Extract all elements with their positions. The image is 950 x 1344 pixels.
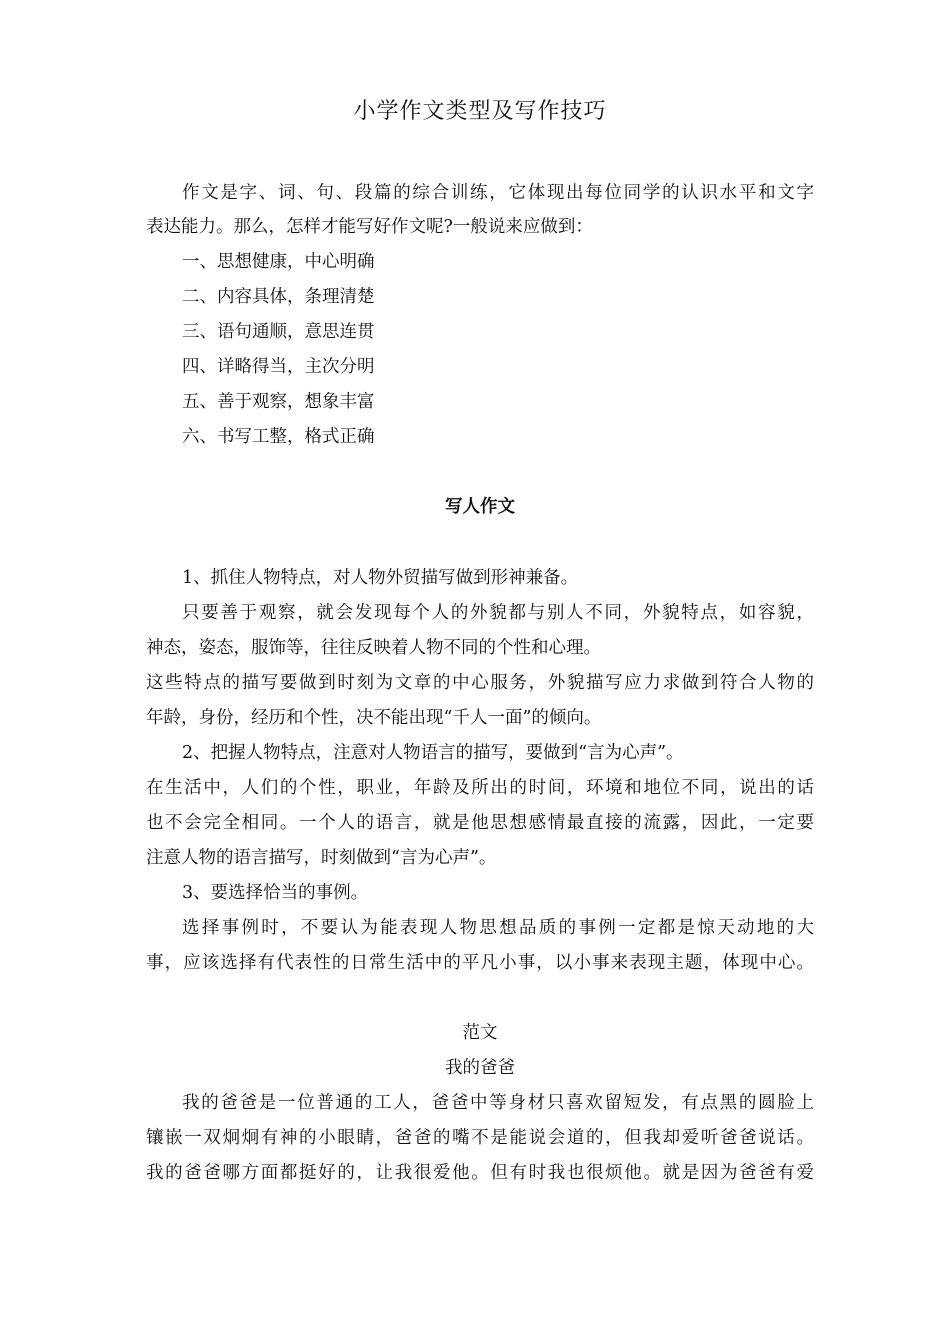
point-1-paragraph-2-line-1: 这些特点的描写要做到时刻为文章的中心服务，外貌描写应力求做到符合人物的 bbox=[146, 673, 814, 693]
example-label: 范文 bbox=[462, 1023, 498, 1043]
example-title: 我的爸爸 bbox=[445, 1058, 515, 1078]
point-1-title: 1、抓住人物特点，对人物外贸描写做到形神兼备。 bbox=[182, 568, 579, 588]
requirement-item: 五、善于观察，想象丰富 bbox=[182, 392, 375, 412]
point-1-paragraph-2-line-2: 年龄，身份，经历和个性，决不能出现“千人一面”的倾向。 bbox=[146, 708, 602, 728]
requirement-item: 一、思想健康，中心明确 bbox=[182, 252, 375, 272]
intro-line-1: 作文是字、词、句、段篇的综合训练，它体现出每位同学的认识水平和文字 bbox=[182, 183, 814, 203]
intro-line-2: 表达能力。那么，怎样才能写好作文呢?一般说来应做到： bbox=[146, 217, 593, 237]
point-2-line-2: 也不会完全相同。一个人的语言，就是他思想感情最直接的流露，因此，一定要 bbox=[146, 813, 814, 833]
point-2-line-3: 注意人物的语言描写，时刻做到“言为心声”。 bbox=[146, 848, 497, 868]
requirement-item: 三、语句通顺，意思连贯 bbox=[182, 322, 375, 342]
section-heading: 写人作文 bbox=[445, 497, 515, 517]
point-2-title: 2、把握人物特点，注意对人物语言的描写，要做到“言为心声”。 bbox=[182, 743, 684, 763]
example-line-3: 我的爸爸哪方面都挺好的，让我很爱他。但有时我也很烦他。就是因为爸爸有爱 bbox=[146, 1163, 814, 1183]
requirement-item: 二、内容具体，条理清楚 bbox=[182, 287, 375, 307]
example-line-2: 镶嵌一双炯炯有神的小眼睛，爸爸的嘴不是能说会道的，但我却爱听爸爸说话。 bbox=[146, 1128, 814, 1148]
example-line-1: 我的爸爸是一位普通的工人，爸爸中等身材只喜欢留短发，有点黑的圆脸上 bbox=[182, 1093, 814, 1113]
point-1-paragraph-1-line-2: 神态，姿态，服饰等，往往反映着人物不同的个性和心理。 bbox=[146, 638, 601, 658]
requirement-item: 四、详略得当，主次分明 bbox=[182, 357, 375, 377]
requirement-item: 六、书写工整，格式正确 bbox=[182, 427, 375, 447]
point-1-paragraph-1-line-1: 只要善于观察，就会发现每个人的外貌都与别人不同，外貌特点，如容貌， bbox=[182, 603, 814, 623]
point-3-title: 3、要选择恰当的事例。 bbox=[182, 883, 369, 903]
document-title: 小学作文类型及写作技巧 bbox=[353, 99, 607, 124]
point-2-line-1: 在生活中，人们的个性，职业，年龄及所出的时间，环境和地位不同，说出的话 bbox=[146, 778, 814, 798]
point-3-line-1: 选择事例时，不要认为能表现人物思想品质的事例一定都是惊天动地的大 bbox=[182, 918, 814, 938]
point-3-line-2: 事，应该选择有代表性的日常生活中的平凡小事，以小事来表现主题，体现中心。 bbox=[146, 953, 814, 973]
